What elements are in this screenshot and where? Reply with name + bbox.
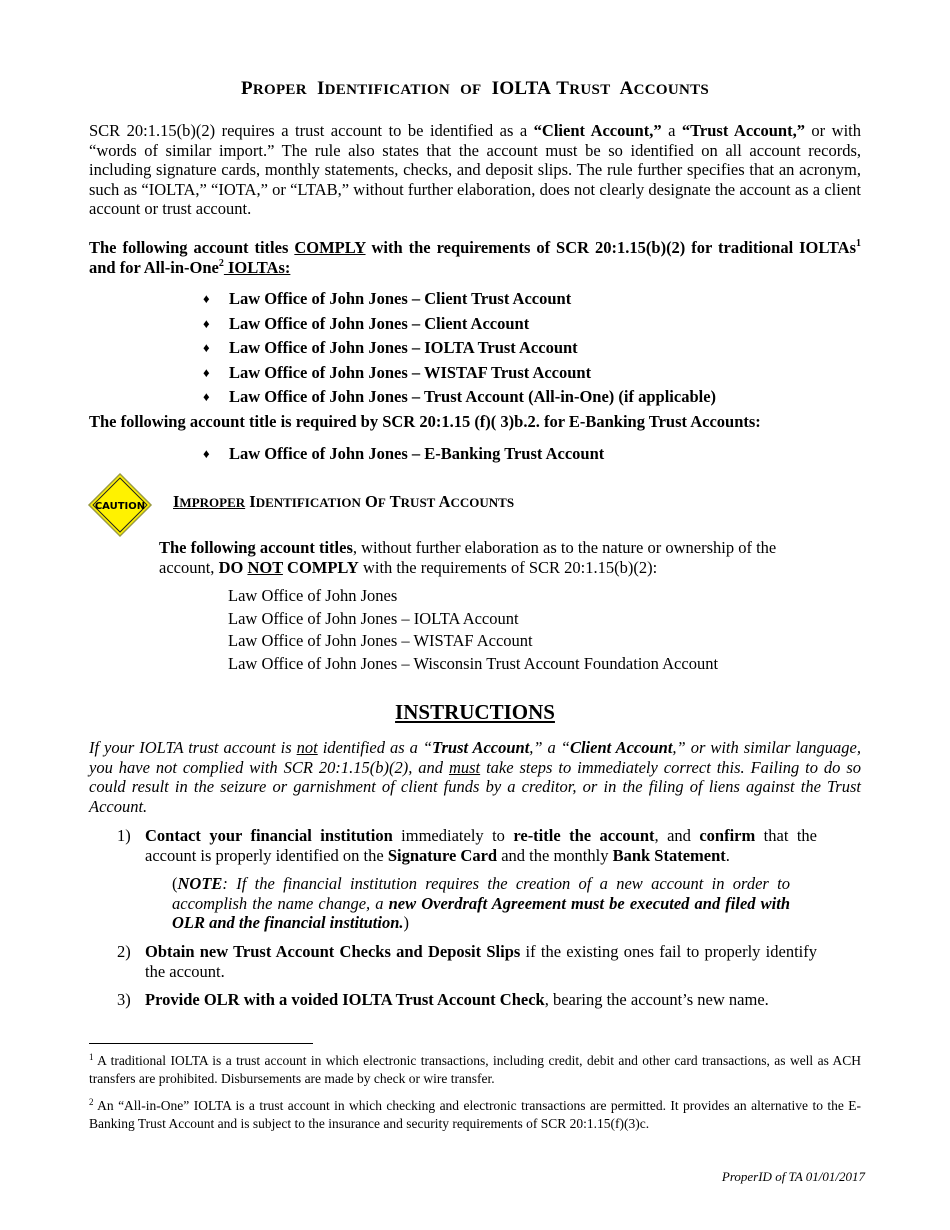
footnote-ref-1: 1 <box>856 238 861 249</box>
list-item: ♦ Law Office of John Jones – Client Account <box>203 313 530 333</box>
diamond-bullet-icon: ♦ <box>203 291 210 306</box>
footnote-2: $^2$ An “All-in-One” IOLTA is a trust account in which checking and electronic transactions are permitted. It provides an alternative to the E-Banking Trust Account and is subject to the insurance and security requirements of SCR 20:1.15(f)(3)c. <box>89 1097 861 1131</box>
diamond-bullet-icon: ♦ <box>203 315 210 331</box>
list-item: Law Office of John Jones – WISTAF Account <box>228 631 533 650</box>
list-item: ♦ Law Office of John Jones – Client Trust Account <box>203 289 572 308</box>
not-comply-paragraph: The following account titles, without further elaboration as to the nature or ownership of the account, DO NOT COMPLY with the requirements of SCR 20:1.15(b)(2): <box>159 538 777 577</box>
page-footer: ProperID of TA 01/01/2017 <box>721 1169 865 1184</box>
list-item: ♦ Law Office of John Jones – IOLTA Trust Account <box>203 338 578 357</box>
comply-titles-list <box>203 289 716 412</box>
diamond-bullet-icon: ♦ <box>203 364 210 380</box>
intro-paragraph: SCR 20:1.15(b)(2) requires a trust account to be identified as a “Client Account,” a “Trust Account,” or with “words of similar import.” The rule also states that the account must be so identified on all account records, including signature cards, monthly statements, checks, and deposit slips. The rule further specifies that an acronym, such as “IOLTA,” “IOTA,” or “LTAB,” without further elaboration, does not clearly designate the account as a client account or trust account. <box>89 121 861 218</box>
list-item: Law Office of John Jones – Wisconsin Trust Account Foundation Account <box>228 653 719 673</box>
diamond-bullet-icon: ♦ <box>203 446 210 461</box>
instructions-intro: If your IOLTA trust account is not identified as a “Trust Account,” a “Client Account,” or with similar language, you have not complied with SCR 20:1.15(b)(2), and must take steps to immediately correct this. Failing to do so could result in the seizure or garnishment of client funds by a creditor, or in the filing of liens against the Trust Account. <box>89 738 861 816</box>
list-item: ♦ Law Office of John Jones – E-Banking Trust Account <box>203 444 605 463</box>
instructions-heading: INSTRUCTIONS <box>395 700 555 724</box>
caution-sign-icon <box>87 472 153 538</box>
diamond-bullet-icon: ♦ <box>203 389 210 404</box>
improper-heading: IMPROPER IDENTIFICATION OF TRUST ACCOUNTS <box>173 492 515 511</box>
footnote-1: $^1$ A traditional IOLTA is a trust account in which electronic transactions, including credit, debit and other card transactions, as well as ACH transfers are prohibited. Disbursements are made by check or wire transfer. <box>89 1052 861 1086</box>
caution-sign-label: CAUTION <box>94 501 146 512</box>
note-paragraph: (NOTE: If the financial institution requires the creation of a new account in order to accomplish the name change, a new Overdraft Agreement must be executed and filed with OLR and the financial institution.) <box>172 874 790 932</box>
comply-heading: The following account titles COMPLY with the requirements of SCR 20:1.15(b)(2) for traditional IOLTAs$^1$ and for All-in-One$^2$ IOLTAs: <box>89 238 861 277</box>
noncompliant-titles-list <box>228 586 718 676</box>
list-item: Law Office of John Jones <box>228 586 398 605</box>
footnote-divider <box>89 1043 313 1044</box>
ebanking-heading: The following account title is required by SCR 20:1.15 (f)( 3)b.2. for E-Banking Trust Accounts: <box>89 412 761 431</box>
ebanking-titles-list <box>203 444 604 469</box>
footnote-ref-2: 2 <box>218 257 224 269</box>
list-item: ♦ Law Office of John Jones – WISTAF Trust Account <box>203 362 592 382</box>
list-item: ♦ Law Office of John Jones – Trust Account (All-in-One) (if applicable) <box>203 387 717 406</box>
list-item: Law Office of John Jones – IOLTA Account <box>228 608 519 628</box>
diamond-bullet-icon: ♦ <box>203 340 210 355</box>
page-title: PROPER IDENTIFICATION OF IOLTA TRUST ACCOUNTS <box>240 78 710 99</box>
